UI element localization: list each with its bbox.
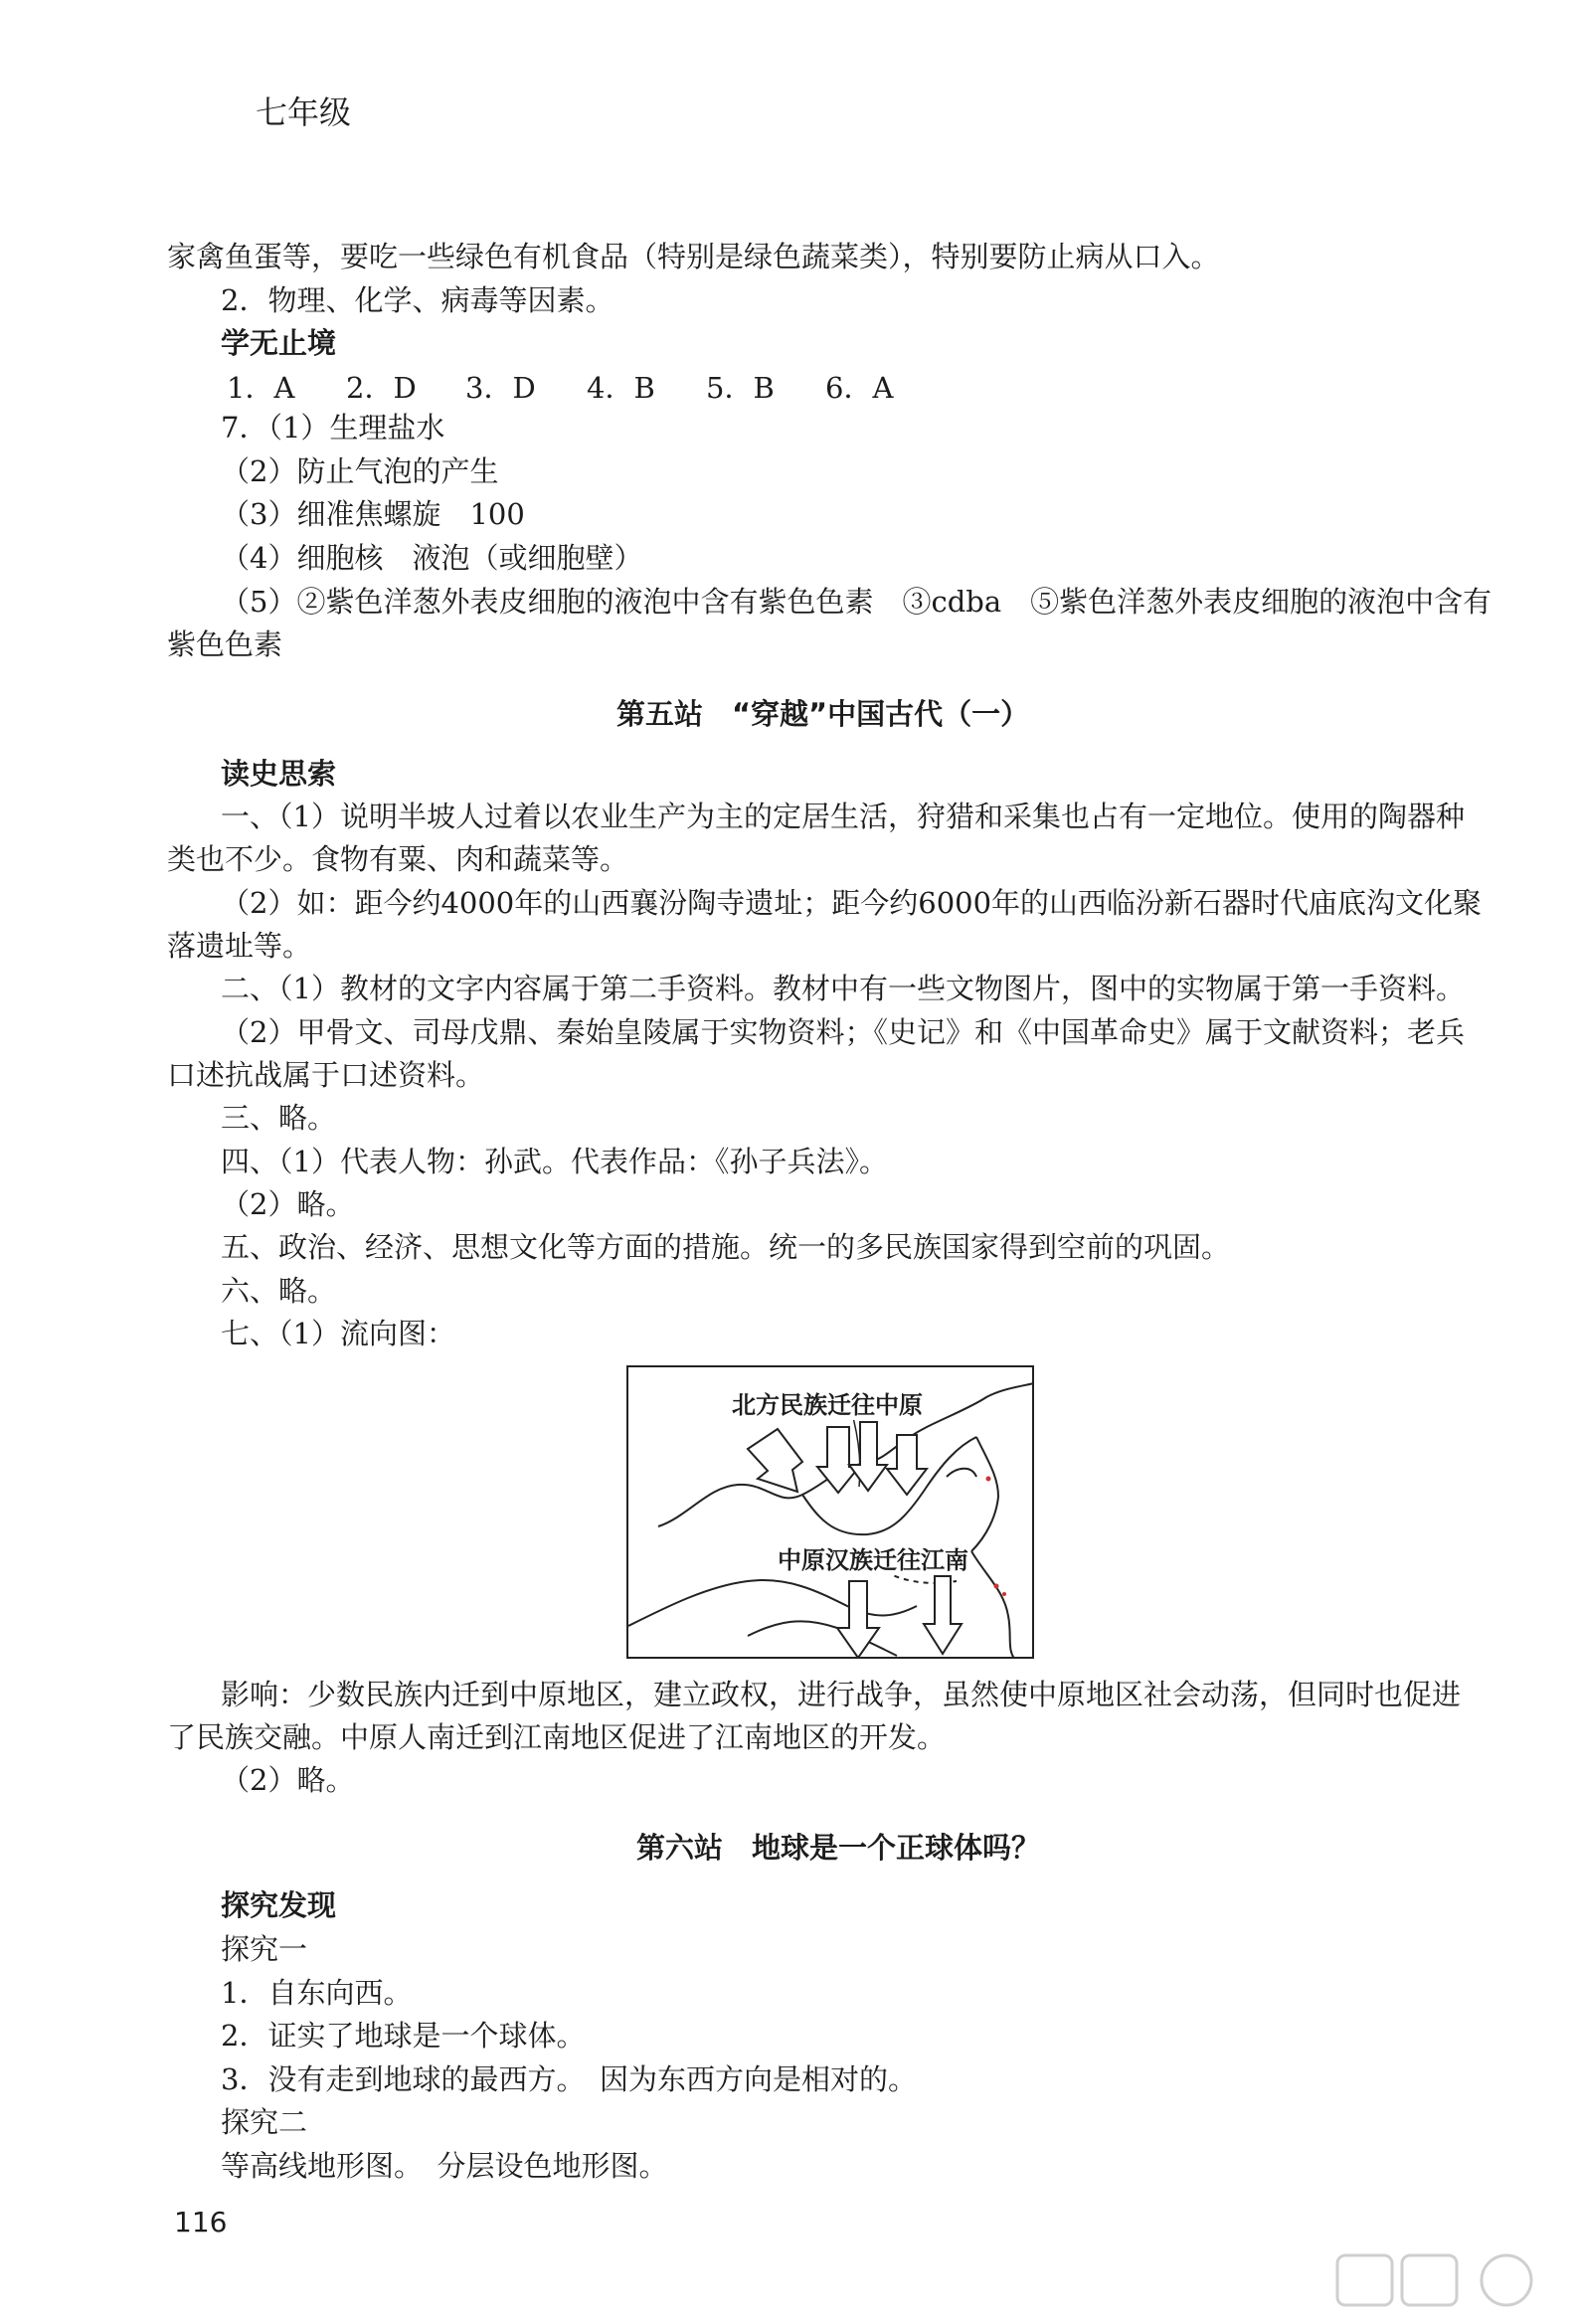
answer-item-2: 2．物理、化学、病毒等因素。	[221, 283, 614, 317]
paragraph-line: 五、政治、经济、思想文化等方面的措施。统一的多民族国家得到空前的巩固。	[221, 1230, 1231, 1264]
paragraph-line: 1．自东向西。	[221, 1976, 413, 2010]
choice-answer: 6．A	[825, 371, 894, 405]
choice-answer: 5．B	[706, 371, 775, 405]
arrow-icon	[748, 1429, 802, 1492]
answer-q7-2: （2）防止气泡的产生	[221, 454, 499, 488]
section-heading-xuewuzhijing: 学无止境	[221, 326, 337, 360]
map-label-north: 北方民族迁往中原	[732, 1385, 923, 1420]
answer-q7-4: （4）细胞核 液泡（或细胞壁）	[221, 541, 643, 575]
paragraph-line: 二、（1）教材的文字内容属于第二手资料。教材中有一些文物图片，图中的实物属于第一手资料。	[221, 972, 1465, 1005]
station6-title: 第六站 地球是一个正球体吗？	[636, 1831, 1041, 1865]
paragraph-line: 了民族交融。中原人南迁到江南地区促进了江南地区的开发。	[167, 1720, 947, 1754]
arrow-icon	[924, 1576, 962, 1654]
answer-q7-5: （5）②紫色洋葱外表皮细胞的液泡中含有紫色色素 ③cdba ⑤紫色洋葱外表皮细胞的液泡中含有	[221, 585, 1492, 619]
answer-q7-3: （3）细准焦螺旋 100	[221, 497, 525, 531]
choice-answer: 2．D	[346, 371, 417, 405]
answer-q7-1: 7．（1）生理盐水	[221, 411, 445, 445]
arrow-icon	[837, 1581, 879, 1658]
paragraph-line: 四、（1）代表人物：孙武。代表作品：《孙子兵法》。	[221, 1145, 888, 1178]
paragraph-line: 口述抗战属于口述资料。	[167, 1058, 485, 1092]
paragraph-line: （2）略。	[221, 1763, 355, 1797]
section-heading-tanjiufaxian: 探究发现	[221, 1888, 337, 1922]
paragraph-line: 影响：少数民族内迁到中原地区，建立政权，进行战争，虽然使中原地区社会动荡，但同时也促进	[221, 1678, 1462, 1711]
grade-header: 七年级	[256, 93, 352, 131]
paragraph-line: 2．证实了地球是一个球体。	[221, 2019, 586, 2053]
migration-flow-map	[626, 1365, 1034, 1659]
paragraph-line: 等高线地形图。 分层设色地形图。	[221, 2149, 668, 2183]
paragraph-line: 三、略。	[221, 1101, 337, 1135]
paragraph-line: （2）如：距今约4000年的山西襄汾陶寺遗址；距今约6000年的山西临汾新石器时代庙底沟文化聚	[221, 886, 1483, 920]
choice-answer: 1．A	[227, 371, 295, 405]
explore-heading: 探究一	[221, 1932, 308, 1966]
section-heading-dushisisuo: 读史思索	[221, 757, 337, 791]
explore-heading: 探究二	[221, 2105, 308, 2139]
paragraph-line: （2）略。	[221, 1187, 355, 1221]
page-number: 116	[174, 2206, 228, 2238]
choice-answer: 3．D	[465, 371, 536, 405]
paragraph-line: 一、（1）说明半坡人过着以农业生产为主的定居生活，狩猎和采集也占有一定地位。使用的陶器种	[221, 800, 1465, 833]
paragraph-line: （2）甲骨文、司母戊鼎、秦始皇陵属于实物资料；《史记》和《中国革命史》属于文献资料；老兵	[221, 1015, 1465, 1049]
map-label-south: 中原汉族迁往江南	[778, 1540, 968, 1575]
paragraph-line: 3．没有走到地球的最西方。 因为东西方向是相对的。	[221, 2062, 917, 2096]
paragraph-line: 落遗址等。	[167, 929, 312, 963]
arrow-icon	[887, 1435, 927, 1495]
paragraph-line: 类也不少。食物有粟、肉和蔬菜等。	[167, 842, 629, 876]
answer-q7-5-cont: 紫色色素	[167, 627, 283, 661]
station5-title: 第五站 “穿越”中国古代（一）	[616, 697, 1030, 731]
choice-answer: 4．B	[587, 371, 655, 405]
paragraph-line: 七、（1）流向图：	[221, 1317, 455, 1350]
paragraph-line: 六、略。	[221, 1274, 337, 1308]
continued-text: 家禽鱼蛋等，要吃一些绿色有机食品（特别是绿色蔬菜类），特别要防止病从口入。	[167, 240, 1220, 273]
watermark-logo-icon	[1332, 2247, 1561, 2317]
